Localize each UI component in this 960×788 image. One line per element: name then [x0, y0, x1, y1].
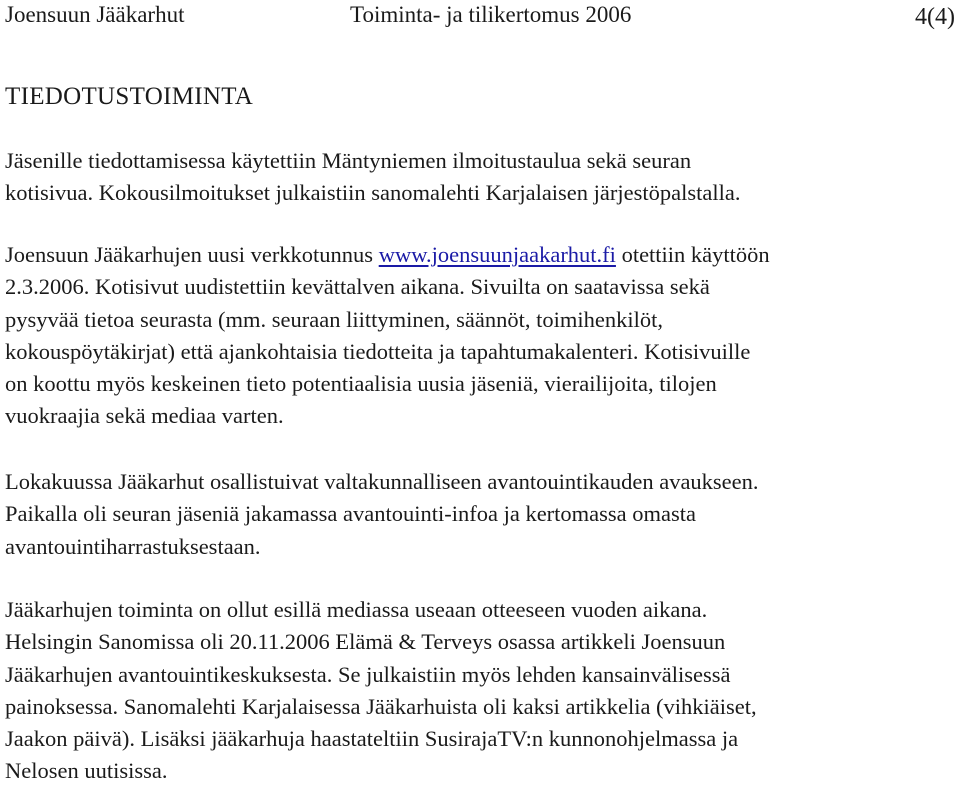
text-line: kotisivua. Kokousilmoitukset julkaistiin sanomalehti Karjalaisen järjestöpalstalla.	[5, 180, 741, 206]
header-page-number: 4(4)	[915, 4, 955, 30]
paragraph-notice-board	[5, 145, 955, 210]
text-fragment: otettiin käyttöön	[615, 242, 770, 267]
text-line: kokouspöytäkirjat) että ajankohtaisia tiedotteita ja tapahtumakalenteri. Kotisivuille	[5, 338, 751, 364]
text-line: Paikalla oli seuran jäseniä jakamassa avantouinti-infoa ja kertomassa omasta	[5, 501, 697, 527]
text-line: painoksessa. Sanomalehti Karjalaisessa Jääkarhuista oli kaksi artikkelia (vihkiäiset,	[5, 693, 757, 719]
paragraph-media	[5, 594, 955, 788]
website-link[interactable]: www.joensuunjaakarhut.fi	[378, 242, 616, 267]
text-line: Lokakuussa Jääkarhut osallistuivat valtakunnalliseen avantouintikauden avaukseen.	[5, 469, 759, 494]
text-line: on koottu myös keskeinen tieto potentiaalisia uusia jäseniä, vierailijoita, tilojen	[5, 371, 717, 397]
text-line: Jaakon päivä). Lisäksi jääkarhuja haastateltiin SusirajaTV:n kunnonohjelmassa ja	[5, 726, 739, 752]
text-line: 2.3.2006. Kotisivut uudistettiin kevättalven aikana. Sivuilta on saatavissa sekä	[5, 274, 710, 300]
header-document-title: Toiminta- ja tilikertomus 2006	[350, 2, 632, 27]
text-line: Jääkarhujen toiminta on ollut esillä mediassa useaan otteeseen vuoden aikana.	[5, 597, 708, 622]
text-line	[5, 239, 955, 271]
header-organization: Joensuun Jääkarhut	[5, 2, 185, 27]
section-title: TIEDOTUSTOIMINTA	[5, 83, 254, 110]
text-fragment: Joensuun Jääkarhujen uusi verkkotunnus	[5, 242, 379, 267]
text-line: Jäsenille tiedottamisessa käytettiin Mäntyniemen ilmoitustaulua sekä seuran	[5, 148, 692, 173]
text-line: vuokraajia sekä mediaa varten.	[5, 403, 284, 429]
text-line: Jääkarhujen avantouintikeskuksesta. Se julkaistiin myös lehden kansainvälisessä	[5, 661, 731, 687]
text-line: pysyvää tietoa seurasta (mm. seuraan liittyminen, säännöt, toimihenkilöt,	[5, 306, 663, 332]
text-line: Helsingin Sanomissa oli 20.11.2006 Elämä & Terveys osassa artikkeli Joensuun	[5, 629, 726, 655]
text-line: avantouintiharrastuksestaan.	[5, 533, 261, 559]
text-line: Nelosen uutisissa.	[5, 758, 168, 784]
page-header	[0, 0, 960, 34]
paragraph-season-opening	[5, 466, 955, 563]
paragraph-website	[5, 239, 955, 433]
